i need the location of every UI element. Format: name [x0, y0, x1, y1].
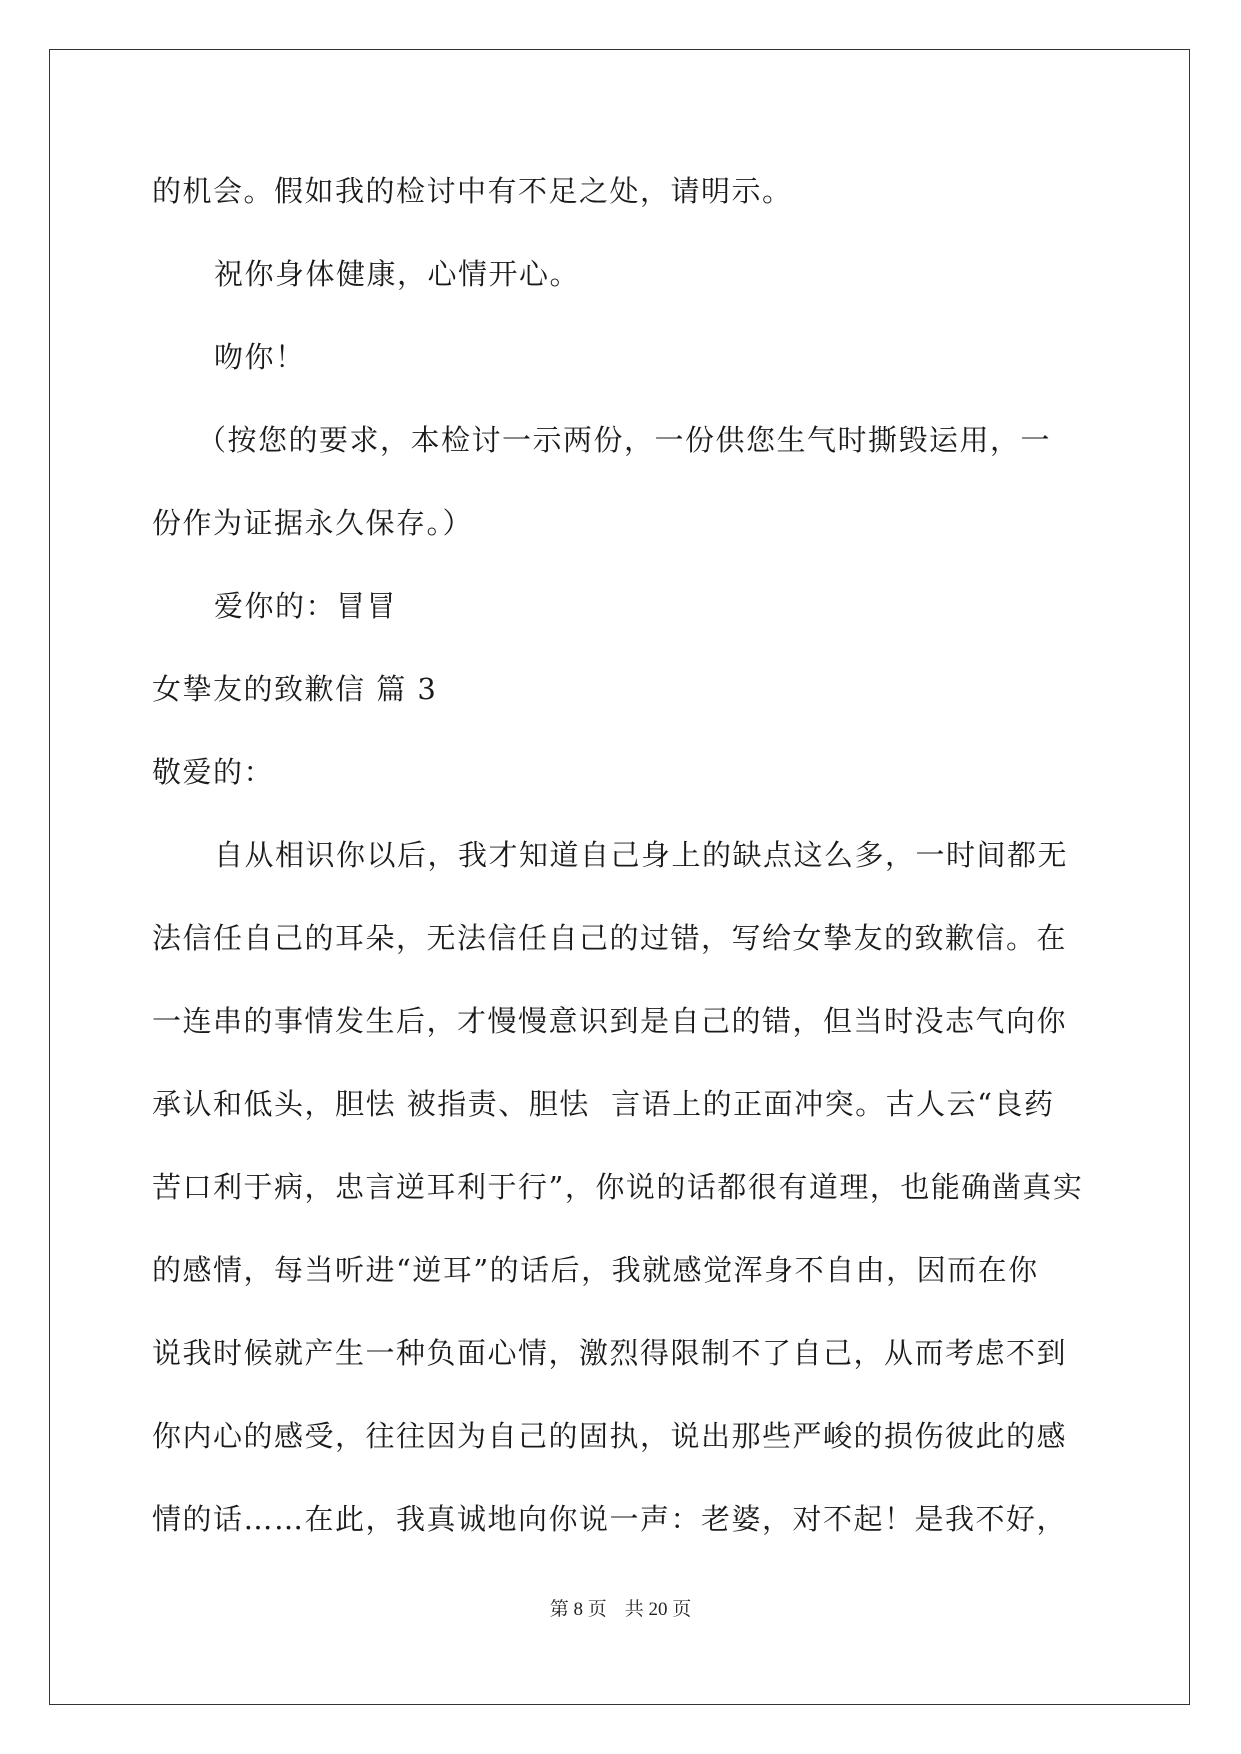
page-border	[49, 49, 1190, 1705]
text-line-3: 吻你！	[214, 340, 306, 374]
page-total: 共 20 页	[624, 1599, 692, 1620]
text-line-5: 份作为证据永久保存。）	[152, 506, 474, 540]
text-line-11: 一连串的事情发生后，才慢慢意识到是自己的错，但当时没志气向你	[152, 1004, 1068, 1038]
text-line-13: 苦口利于病，忠言逆耳利于行”，你说的话都很有道理，也能确凿真实	[152, 1170, 1084, 1204]
text-line-14: 的感情，每当听进“逆耳”的话后，我就感觉浑身不自由，因而在你	[152, 1253, 1039, 1287]
text-line-12: 承认和低头，胆怯 被指责、胆怯 言语上的正面冲突。古人云“良药	[152, 1087, 1055, 1121]
text-line-2: 祝你身体健康，心情开心。	[214, 257, 581, 291]
text-line-15: 说我时候就产生一种负面心情，激烈得限制不了自己，从而考虑不到	[152, 1336, 1068, 1370]
text-line-17: 情的话……在此，我真诚地向你说一声：老婆，对不起！是我不好，	[152, 1502, 1068, 1536]
salutation: 敬爱的：	[152, 755, 275, 789]
signature-line: 爱你的：冒冒	[214, 589, 398, 623]
page-number: 第 8 页	[549, 1599, 607, 1620]
section-heading: 女挚友的致歉信 篇 3	[152, 672, 438, 706]
text-line-1: 的机会。假如我的检讨中有不足之处，请明示。	[152, 174, 793, 208]
text-line-16: 你内心的感受，往往因为自己的固执，说出那些严峻的损伤彼此的感	[152, 1419, 1068, 1453]
text-line-10: 法信任自己的耳朵，无法信任自己的过错，写给女挚友的致歉信。在	[152, 921, 1068, 955]
text-line-9: 自从相识你以后，我才知道自己身上的缺点这么多，一时间都无	[214, 838, 1069, 872]
page-footer	[0, 1598, 1241, 1622]
text-line-4: （按您的要求，本检讨一示两份，一份供您生气时撕毁运用，一	[197, 423, 1052, 457]
